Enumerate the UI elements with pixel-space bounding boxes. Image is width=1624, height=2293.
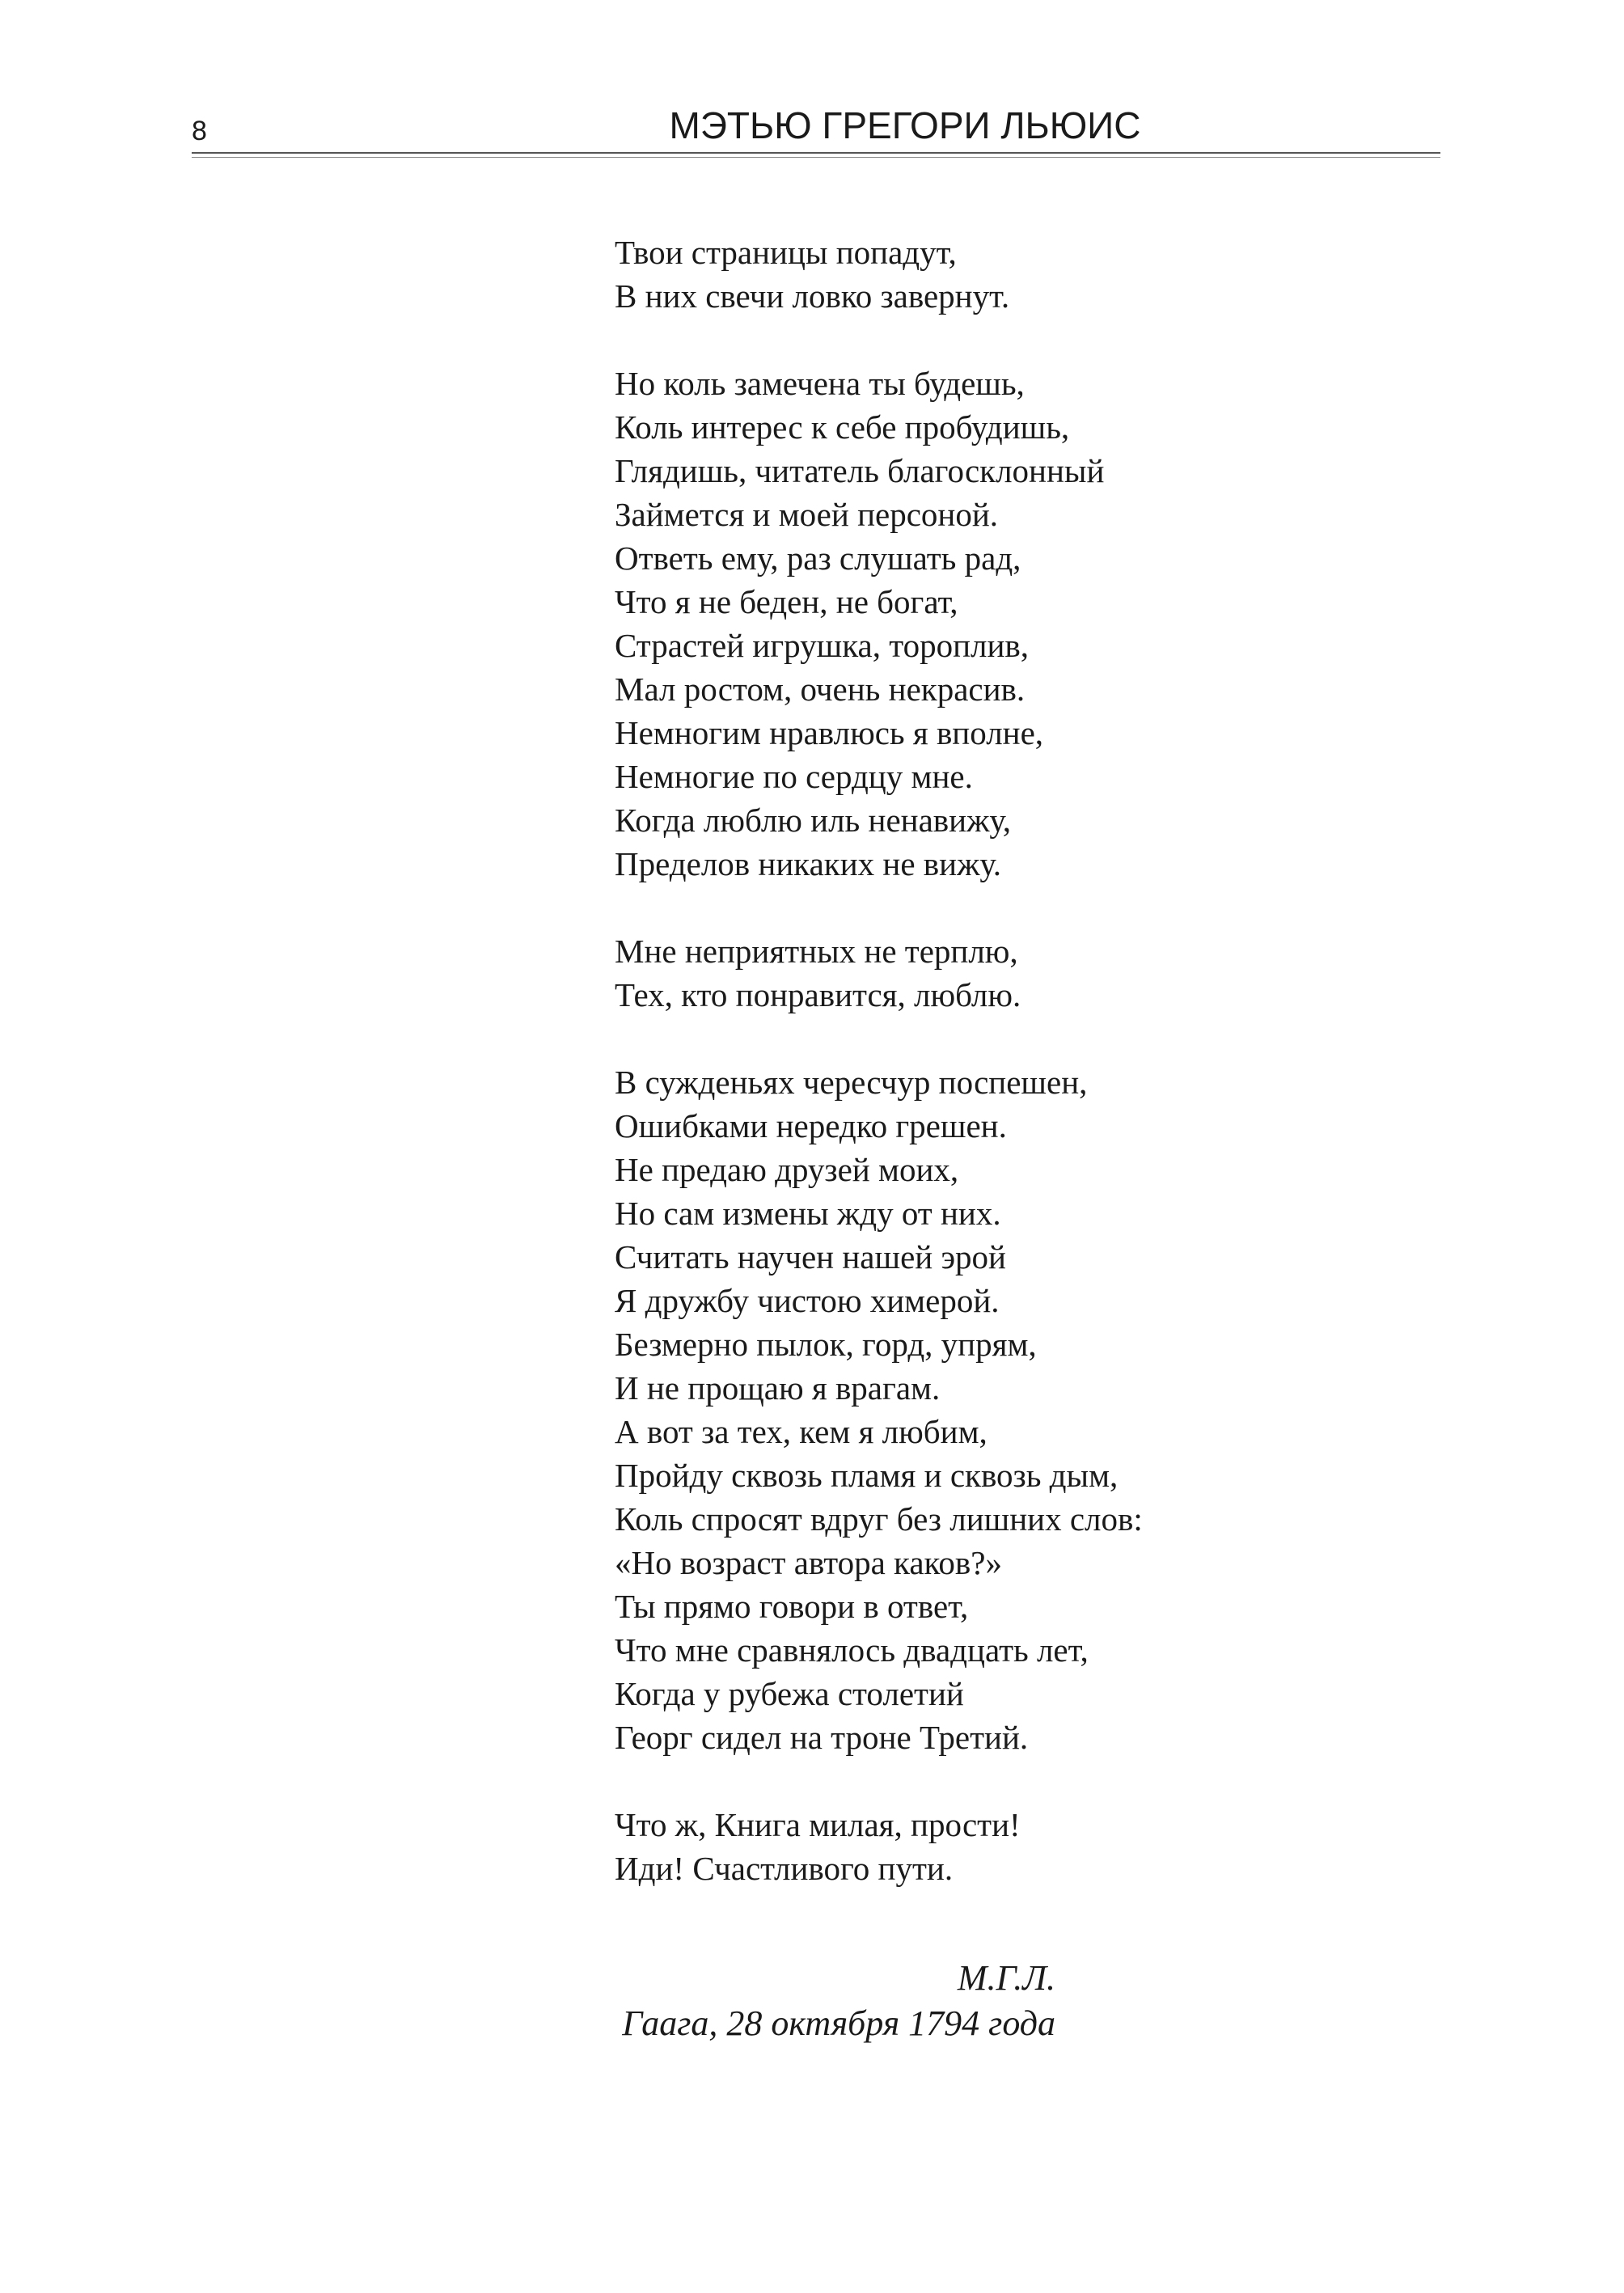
- stanza: [615, 929, 1343, 1017]
- verse-line: Георг сидел на троне Третий.: [615, 1719, 1029, 1756]
- verse-line: Когда у рубежа столетий: [615, 1675, 964, 1712]
- verse-line: Немногие по сердцу мне.: [615, 758, 973, 795]
- verse-line: Иди! Счастливого пути.: [615, 1850, 954, 1887]
- verse-line: Что ж, Книга милая, прости!: [615, 1806, 1021, 1843]
- poem: [615, 231, 1343, 1934]
- verse-line: Пределов никаких не вижу.: [615, 845, 1002, 882]
- verse-line: И не прощаю я врагам.: [615, 1369, 941, 1407]
- verse-line: Мне неприятных не терплю,: [615, 933, 1018, 970]
- verse-line: Тех, кто понравится, люблю.: [615, 976, 1021, 1013]
- verse-line: Ответь ему, раз слушать рад,: [615, 539, 1021, 577]
- verse-line: Коль спросят вдруг без лишних слов:: [615, 1500, 1143, 1538]
- verse-line: Коль интерес к себе пробудишь,: [615, 408, 1070, 446]
- stanza: [615, 1060, 1343, 1759]
- verse-line: Мал ростом, очень некрасив.: [615, 671, 1026, 708]
- verse-line: В них свечи ловко завернут.: [615, 277, 1010, 315]
- verse-line: Твои страницы попадут,: [615, 234, 957, 271]
- author-initials: М.Г.Л.: [957, 1958, 1055, 1998]
- verse-line: Я дружбу чистою химерой.: [615, 1282, 1000, 1319]
- verse-line: «Но возраст автора каков?»: [615, 1544, 1002, 1581]
- place-and-date: Гаага, 28 октября 1794 года: [622, 2003, 1055, 2043]
- verse-line: Пройду сквозь пламя и сквозь дым,: [615, 1457, 1119, 1494]
- signature: [485, 1956, 1055, 2046]
- verse-line: Ошибками нередко грешен.: [615, 1107, 1007, 1144]
- running-title: МЭТЬЮ ГРЕГОРИ ЛЬЮИС: [669, 104, 1141, 146]
- verse-line: Считать научен нашей эрой: [615, 1238, 1006, 1276]
- verse-line: Немногим нравлюсь я вполне,: [615, 714, 1044, 751]
- page-number: 8: [192, 116, 207, 146]
- header-rule-thin: [192, 157, 1440, 158]
- verse-line: Страстей игрушка, тороплив,: [615, 627, 1030, 664]
- verse-line: Не предаю друзей моих,: [615, 1151, 959, 1188]
- stanza: [615, 362, 1343, 886]
- verse-line: Когда люблю иль ненавижу,: [615, 802, 1012, 839]
- verse-line: Что я не беден, не богат,: [615, 583, 958, 620]
- verse-line: Безмерно пылок, горд, упрям,: [615, 1326, 1037, 1363]
- verse-line: Но сам измены жду от них.: [615, 1195, 1001, 1232]
- verse-line: Ты прямо говори в ответ,: [615, 1588, 969, 1625]
- verse-line: А вот за тех, кем я любим,: [615, 1413, 988, 1450]
- stanza: [615, 231, 1343, 318]
- verse-line: Займется и моей персоной.: [615, 496, 999, 533]
- page-header: [192, 97, 1440, 162]
- stanza: [615, 1803, 1343, 1890]
- verse-line: Глядишь, читатель благосклонный: [615, 452, 1105, 489]
- verse-line: В сужденьях чересчур поспешен,: [615, 1064, 1088, 1101]
- verse-line: Но коль замечена ты будешь,: [615, 365, 1025, 402]
- verse-line: Что мне сравнялось двадцать лет,: [615, 1631, 1089, 1669]
- header-rule: [192, 152, 1440, 154]
